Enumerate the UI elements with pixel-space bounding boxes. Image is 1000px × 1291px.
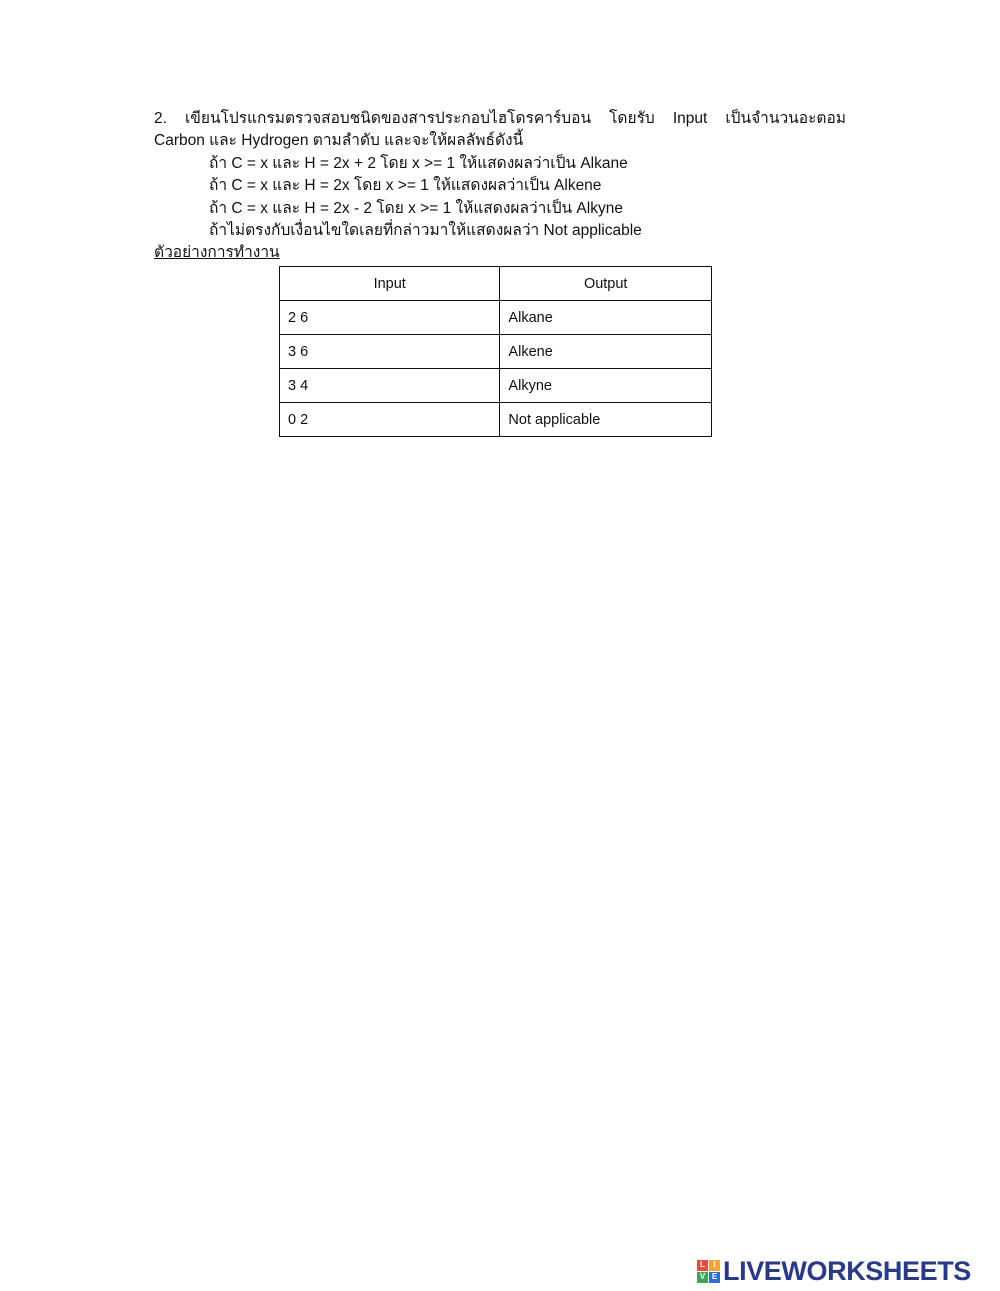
cell-output: Alkane xyxy=(500,301,712,335)
table-row xyxy=(280,301,712,335)
problem-statement xyxy=(154,108,846,265)
logo-text: LIVEWORKSHEETS xyxy=(723,1255,971,1286)
example-title: ตัวอย่างการทำงาน xyxy=(154,244,280,262)
problem-line-1 xyxy=(154,108,846,130)
problem-line-1-word: โดยรับ xyxy=(609,110,655,127)
problem-line-1-word: Input xyxy=(672,110,708,127)
logo-icon-letter: V xyxy=(697,1272,708,1283)
cell-input: 3 6 xyxy=(280,335,500,369)
cell-output: Alkene xyxy=(500,335,712,369)
rule-alkane: ถ้า C = x และ H = 2x + 2 โดย x >= 1 ให้แสดงผลว่าเป็น Alkane xyxy=(209,154,628,172)
example-table xyxy=(279,266,712,437)
cell-output: Alkyne xyxy=(500,369,712,403)
table-row xyxy=(280,335,712,369)
problem-line-2: Carbon และ Hydrogen ตามลำดับ และจะให้ผลลัพธ์ดังนี้ xyxy=(154,132,524,150)
header-input: Input xyxy=(280,267,500,301)
logo-icon-letter: L xyxy=(697,1260,708,1271)
logo-icon-letter: E xyxy=(709,1272,720,1283)
cell-input: 2 6 xyxy=(280,301,500,335)
table-row xyxy=(280,369,712,403)
table-row xyxy=(280,403,712,437)
problem-line-1-word: เขียนโปรแกรมตรวจสอบชนิดของสารประกอบไฮโดรคาร์บอน xyxy=(185,110,592,127)
cell-input: 0 2 xyxy=(280,403,500,437)
logo-icon-letter: I xyxy=(709,1260,720,1271)
rule-alkene: ถ้า C = x และ H = 2x โดย x >= 1 ให้แสดงผลว่าเป็น Alkene xyxy=(209,177,602,195)
table-header-row xyxy=(280,267,712,301)
cell-input: 3 4 xyxy=(280,369,500,403)
liveworksheets-logo xyxy=(697,1256,971,1286)
rule-not-applicable: ถ้าไม่ตรงกับเงื่อนไขใดเลยที่กล่าวมาให้แสดงผลว่า Not applicable xyxy=(209,222,642,240)
cell-output: Not applicable xyxy=(500,403,712,437)
live-logo-icon xyxy=(697,1260,720,1283)
rule-alkyne: ถ้า C = x และ H = 2x - 2 โดย x >= 1 ให้แสดงผลว่าเป็น Alkyne xyxy=(209,199,623,217)
header-output: Output xyxy=(500,267,712,301)
problem-number: 2. xyxy=(154,110,167,127)
problem-line-1-word: เป็นจำนวนอะตอม xyxy=(725,110,846,127)
